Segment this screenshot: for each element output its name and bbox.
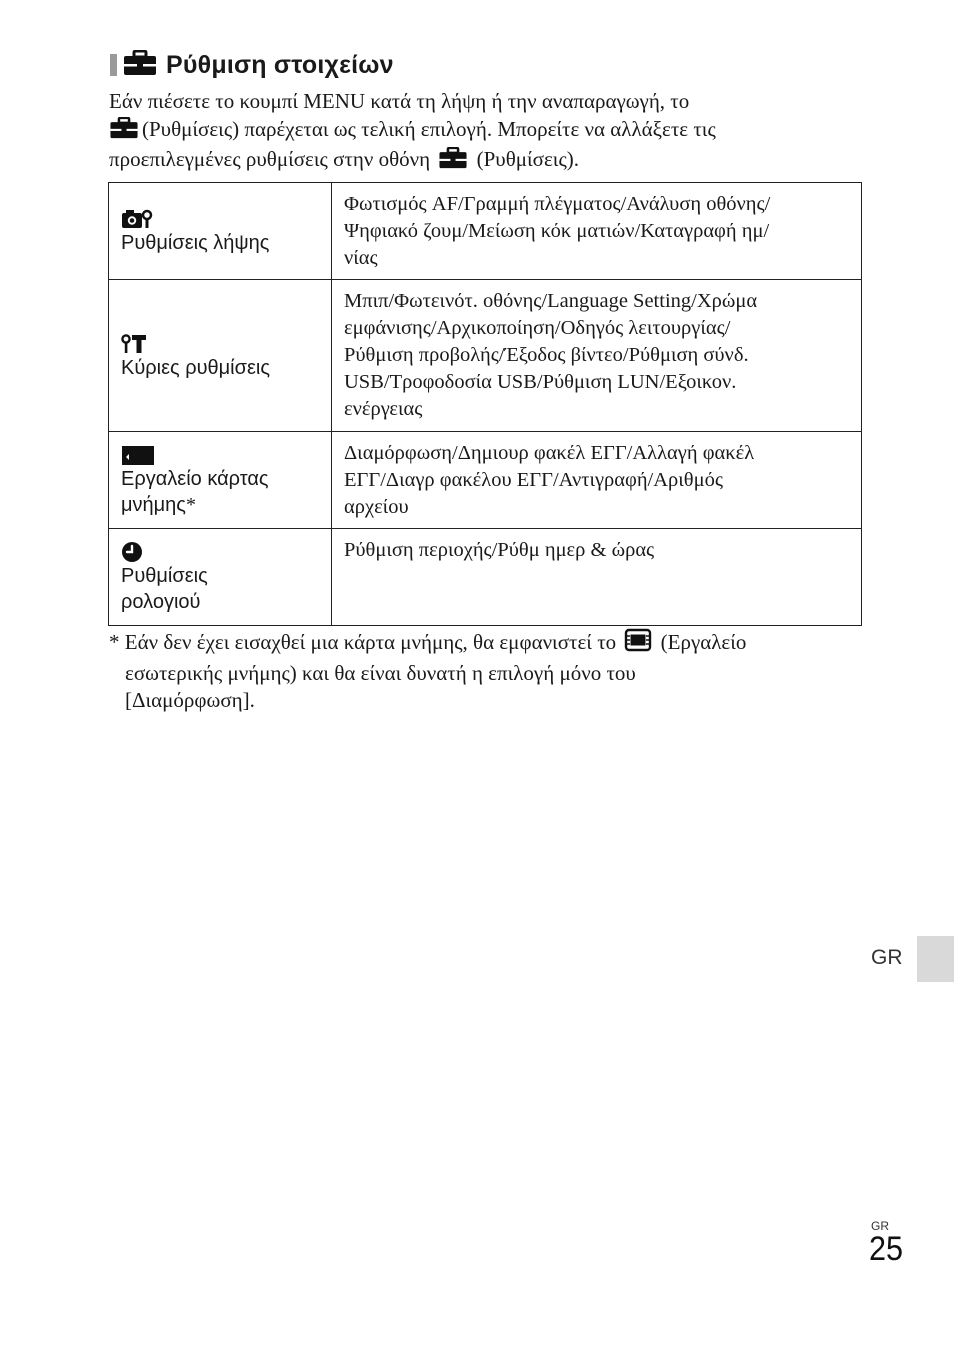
intro-line-1: Εάν πιέσετε το κουμπί MENU κατά τη λήψη ή την αναπαραγωγή, το: [109, 89, 690, 113]
footnote-line-1: [109, 628, 869, 660]
footnote: [109, 628, 869, 715]
items-line: ενέργειας: [344, 398, 423, 420]
items-line: αρχείου: [344, 496, 409, 518]
items-line: νίας: [344, 247, 378, 269]
page-number: 25: [869, 1230, 904, 1268]
toolbox-icon: [109, 117, 139, 147]
table-row: [109, 280, 862, 432]
table-row: [109, 529, 862, 626]
toolbox-icon: [123, 50, 157, 81]
section-heading: [110, 48, 394, 82]
category-label-text: μνήμης: [121, 494, 186, 516]
footnote-line-1-text: * Εάν δεν έχει εισαχθεί μια κάρτα μνήμης, θα εμφανιστεί το: [109, 630, 617, 654]
items-line: εμφάνισης/Αρχικοποίηση/Οδηγός λειτουργίας/: [344, 317, 731, 339]
intro-line-3-end: (Ρυθμίσεις).: [476, 147, 580, 171]
memory-card-icon: [121, 442, 325, 466]
table-row: [109, 432, 862, 529]
footnote-line-3: [Διαμόρφωση].: [125, 688, 255, 712]
category-label: Κύριες ρυθμίσεις: [121, 356, 270, 379]
items-line: Φωτισμός AF/Γραμμή πλέγματος/Ανάλυση οθόνης/: [344, 193, 771, 215]
clock-icon: [121, 539, 325, 563]
category-label-line-1: Ρυθμίσεις: [121, 565, 208, 587]
category-label: Ρυθμίσεις λήψης: [121, 232, 270, 254]
intro-line-2-text: (Ρυθμίσεις) παρέχεται ως τελική επιλογή. Μπορείτε να αλλάξετε τις: [142, 116, 716, 141]
items-cell: [332, 183, 862, 280]
intro-line-2: [109, 116, 869, 147]
items-line: USB/Τροφοδοσία USB/Ρύθμιση LUN/Εξοικον.: [344, 371, 737, 393]
items-cell: [332, 432, 862, 529]
category-cell: [109, 529, 332, 626]
category-label-line-1: Εργαλείο κάρτας: [121, 468, 269, 490]
items-cell: [332, 529, 862, 626]
category-cell: [109, 432, 332, 529]
heading-marker-bar: [110, 54, 117, 76]
items-line: Ρύθμιση περιοχής/Ρύθμ ημερ & ώρας: [344, 539, 655, 561]
page-language-label: GR: [871, 1219, 889, 1233]
items-cell: [332, 280, 862, 432]
footnote-line-2: εσωτερικής μνήμης) και θα είναι δυνατή η επιλογή μόνο του: [125, 660, 636, 685]
toolbox-icon: [438, 147, 468, 177]
camera-settings-icon: [121, 206, 325, 230]
category-label-line-2: ρολογιού: [121, 591, 201, 613]
category-cell: [109, 183, 332, 280]
items-line: Ψηφιακό ζουμ/Μείωση κόκ ματιών/Καταγραφή ημ/: [344, 220, 770, 242]
footnote-line-1-end: (Εργαλείο: [660, 630, 747, 654]
settings-table: [108, 182, 862, 626]
category-cell: [109, 280, 332, 432]
intro-line-3-text: προεπιλεγμένες ρυθμίσεις στην οθόνη: [109, 147, 431, 171]
intro-paragraph: [109, 88, 869, 177]
side-tab-label: GR: [871, 946, 903, 969]
items-line: Μπιπ/Φωτεινότ. οθόνης/Language Setting/Χρώμα: [344, 290, 758, 312]
side-tab: [917, 936, 954, 982]
table-row: [109, 183, 862, 280]
wrench-settings-icon: [121, 331, 325, 355]
footnote-marker: *: [185, 494, 196, 516]
internal-memory-icon: [624, 628, 652, 660]
items-line: Διαμόρφωση/Δημιουρ φακέλ ΕΓΓ/Αλλαγή φακέλ: [344, 442, 755, 464]
page-title: Ρύθμιση στοιχείων: [166, 50, 394, 79]
intro-line-3: [109, 146, 869, 177]
items-line: Ρύθμιση προβολής/Έξοδος βίντεο/Ρύθμιση σύνδ.: [344, 344, 749, 366]
items-line: ΕΓΓ/Διαγρ φακέλου ΕΓΓ/Αντιγραφή/Αριθμός: [344, 469, 723, 491]
category-label-line-2: [121, 492, 325, 518]
